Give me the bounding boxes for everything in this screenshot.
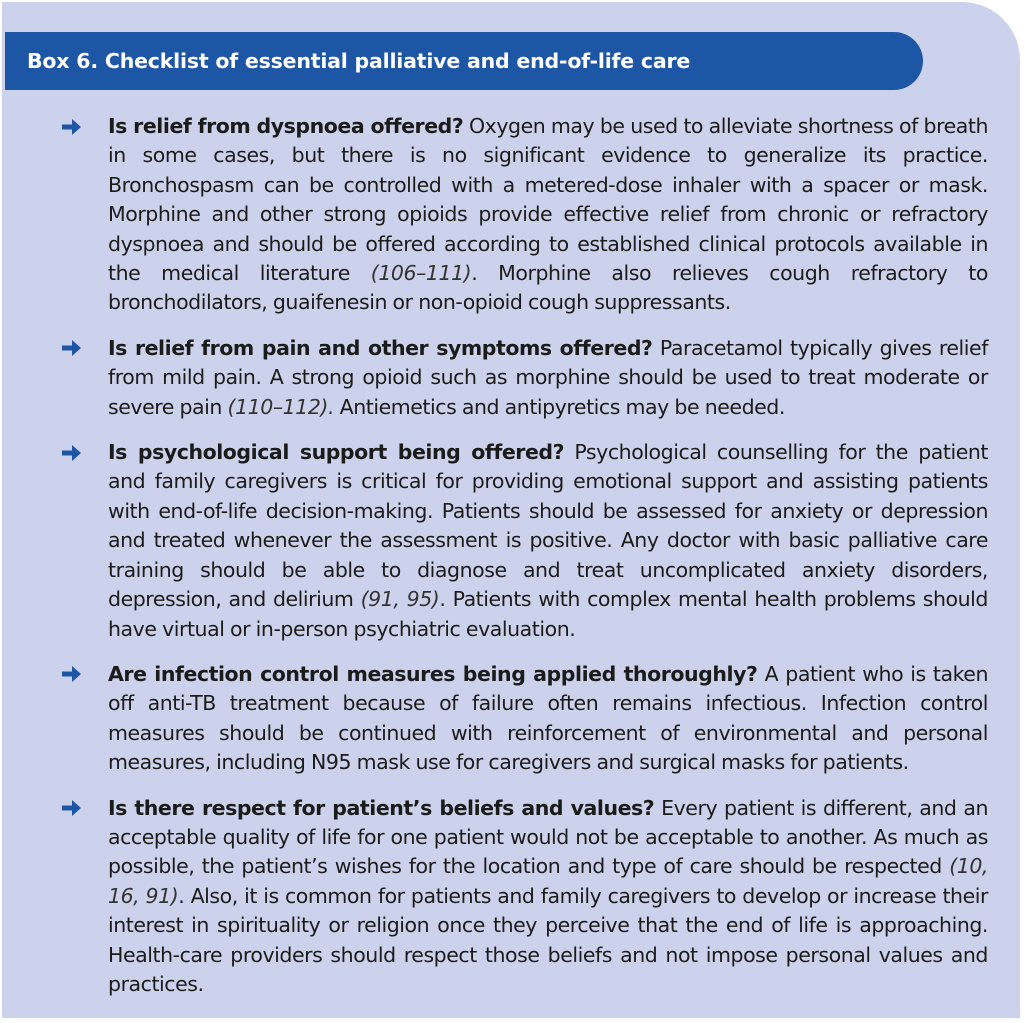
item-citation: (91, 95) <box>360 587 440 612</box>
item-text <box>108 438 988 644</box>
item-question: Is there respect for patient’s beliefs and values? <box>108 795 655 820</box>
checklist-box <box>2 2 1020 1018</box>
item-text <box>108 794 988 1000</box>
arrow-right-icon <box>62 334 108 363</box>
box-header <box>5 32 923 90</box>
item-question: Are infection control measures being applied thoroughly? <box>108 661 758 686</box>
item-question: Is relief from dyspnoea offered? <box>108 114 464 138</box>
arrow-right-icon <box>62 794 108 823</box>
item-text <box>108 112 988 318</box>
item-question: Is relief from pain and other symptoms offered? <box>108 335 653 360</box>
item-body: Every patient is different, and an acceptable quality of life for one patient would not be acceptable to another. As much as possible, the patient’s wishes for the location and type of care should be respected <box>108 795 988 879</box>
item-citation: (110–112). <box>227 394 335 419</box>
item-body-end: . Morphine also relieves cough refractory to bronchodilators, guaifenesin or non-opioid cough suppressants. <box>108 261 988 315</box>
checklist-item-pain <box>62 334 988 422</box>
arrow-right-icon <box>62 438 108 467</box>
checklist-item-beliefs <box>62 794 988 1000</box>
item-text <box>108 334 988 422</box>
item-body-end: . Patients with complex mental health problems should have virtual or in-person psychiatric evaluation. <box>108 587 988 641</box>
item-body-end: . Also, it is common for patients and family caregivers to develop or increase their interest in spirituality or religion once they perceive that the end of life is approaching. Health-care providers should respect those beliefs and not impose personal values and practices. <box>108 883 988 996</box>
arrow-right-icon <box>62 112 108 141</box>
arrow-right-icon <box>62 660 108 689</box>
box-title: Box 6. Checklist of essential palliative and end-of-life care <box>27 49 691 73</box>
item-citation: (10, 16, 91) <box>108 854 988 908</box>
item-body: Oxygen may be used to alleviate shortness of breath in some cases, but there is no significant evidence to generalize its practice. Bronchospasm can be controlled with a metered-dose inhaler with a spacer or mask. Morphine and other strong opioids provide effective relief from chronic or refractory dyspnoea and should be offered according to established clinical protocols available in the medical literature <box>108 114 989 286</box>
item-body: Psychological counselling for the patient and family caregivers is critical for providing emotional support and assisting patients with end-of-life decision-making. Patients should be assessed for anxiety or depression and treated whenever the assessment is positive. Any doctor with basic palliative care training should be able to diagnose and treat uncomplicated anxiety disorders, depression, and delirium <box>108 440 988 612</box>
item-text <box>108 660 988 778</box>
item-body: Paracetamol typically gives relief from mild pain. A strong opioid such as morphine should be used to treat moderate or severe pain <box>108 335 988 419</box>
checklist-item-infection-control <box>62 660 988 778</box>
item-question: Is psychological support being offered? <box>108 440 565 465</box>
checklist-item-psychological <box>62 438 988 644</box>
checklist-items <box>62 112 988 1015</box>
checklist-item-dyspnoea <box>62 112 988 318</box>
item-citation: (106–111) <box>370 261 472 286</box>
item-body: A patient who is taken off anti-TB treatment because of failure often remains infectious. Infection control measures should be continued with reinforcement of environmental and personal measures, including N95 mask use for caregivers and surgical masks for patients. <box>108 661 989 775</box>
item-body-end: Antiemetics and antipyretics may be needed. <box>334 394 785 419</box>
